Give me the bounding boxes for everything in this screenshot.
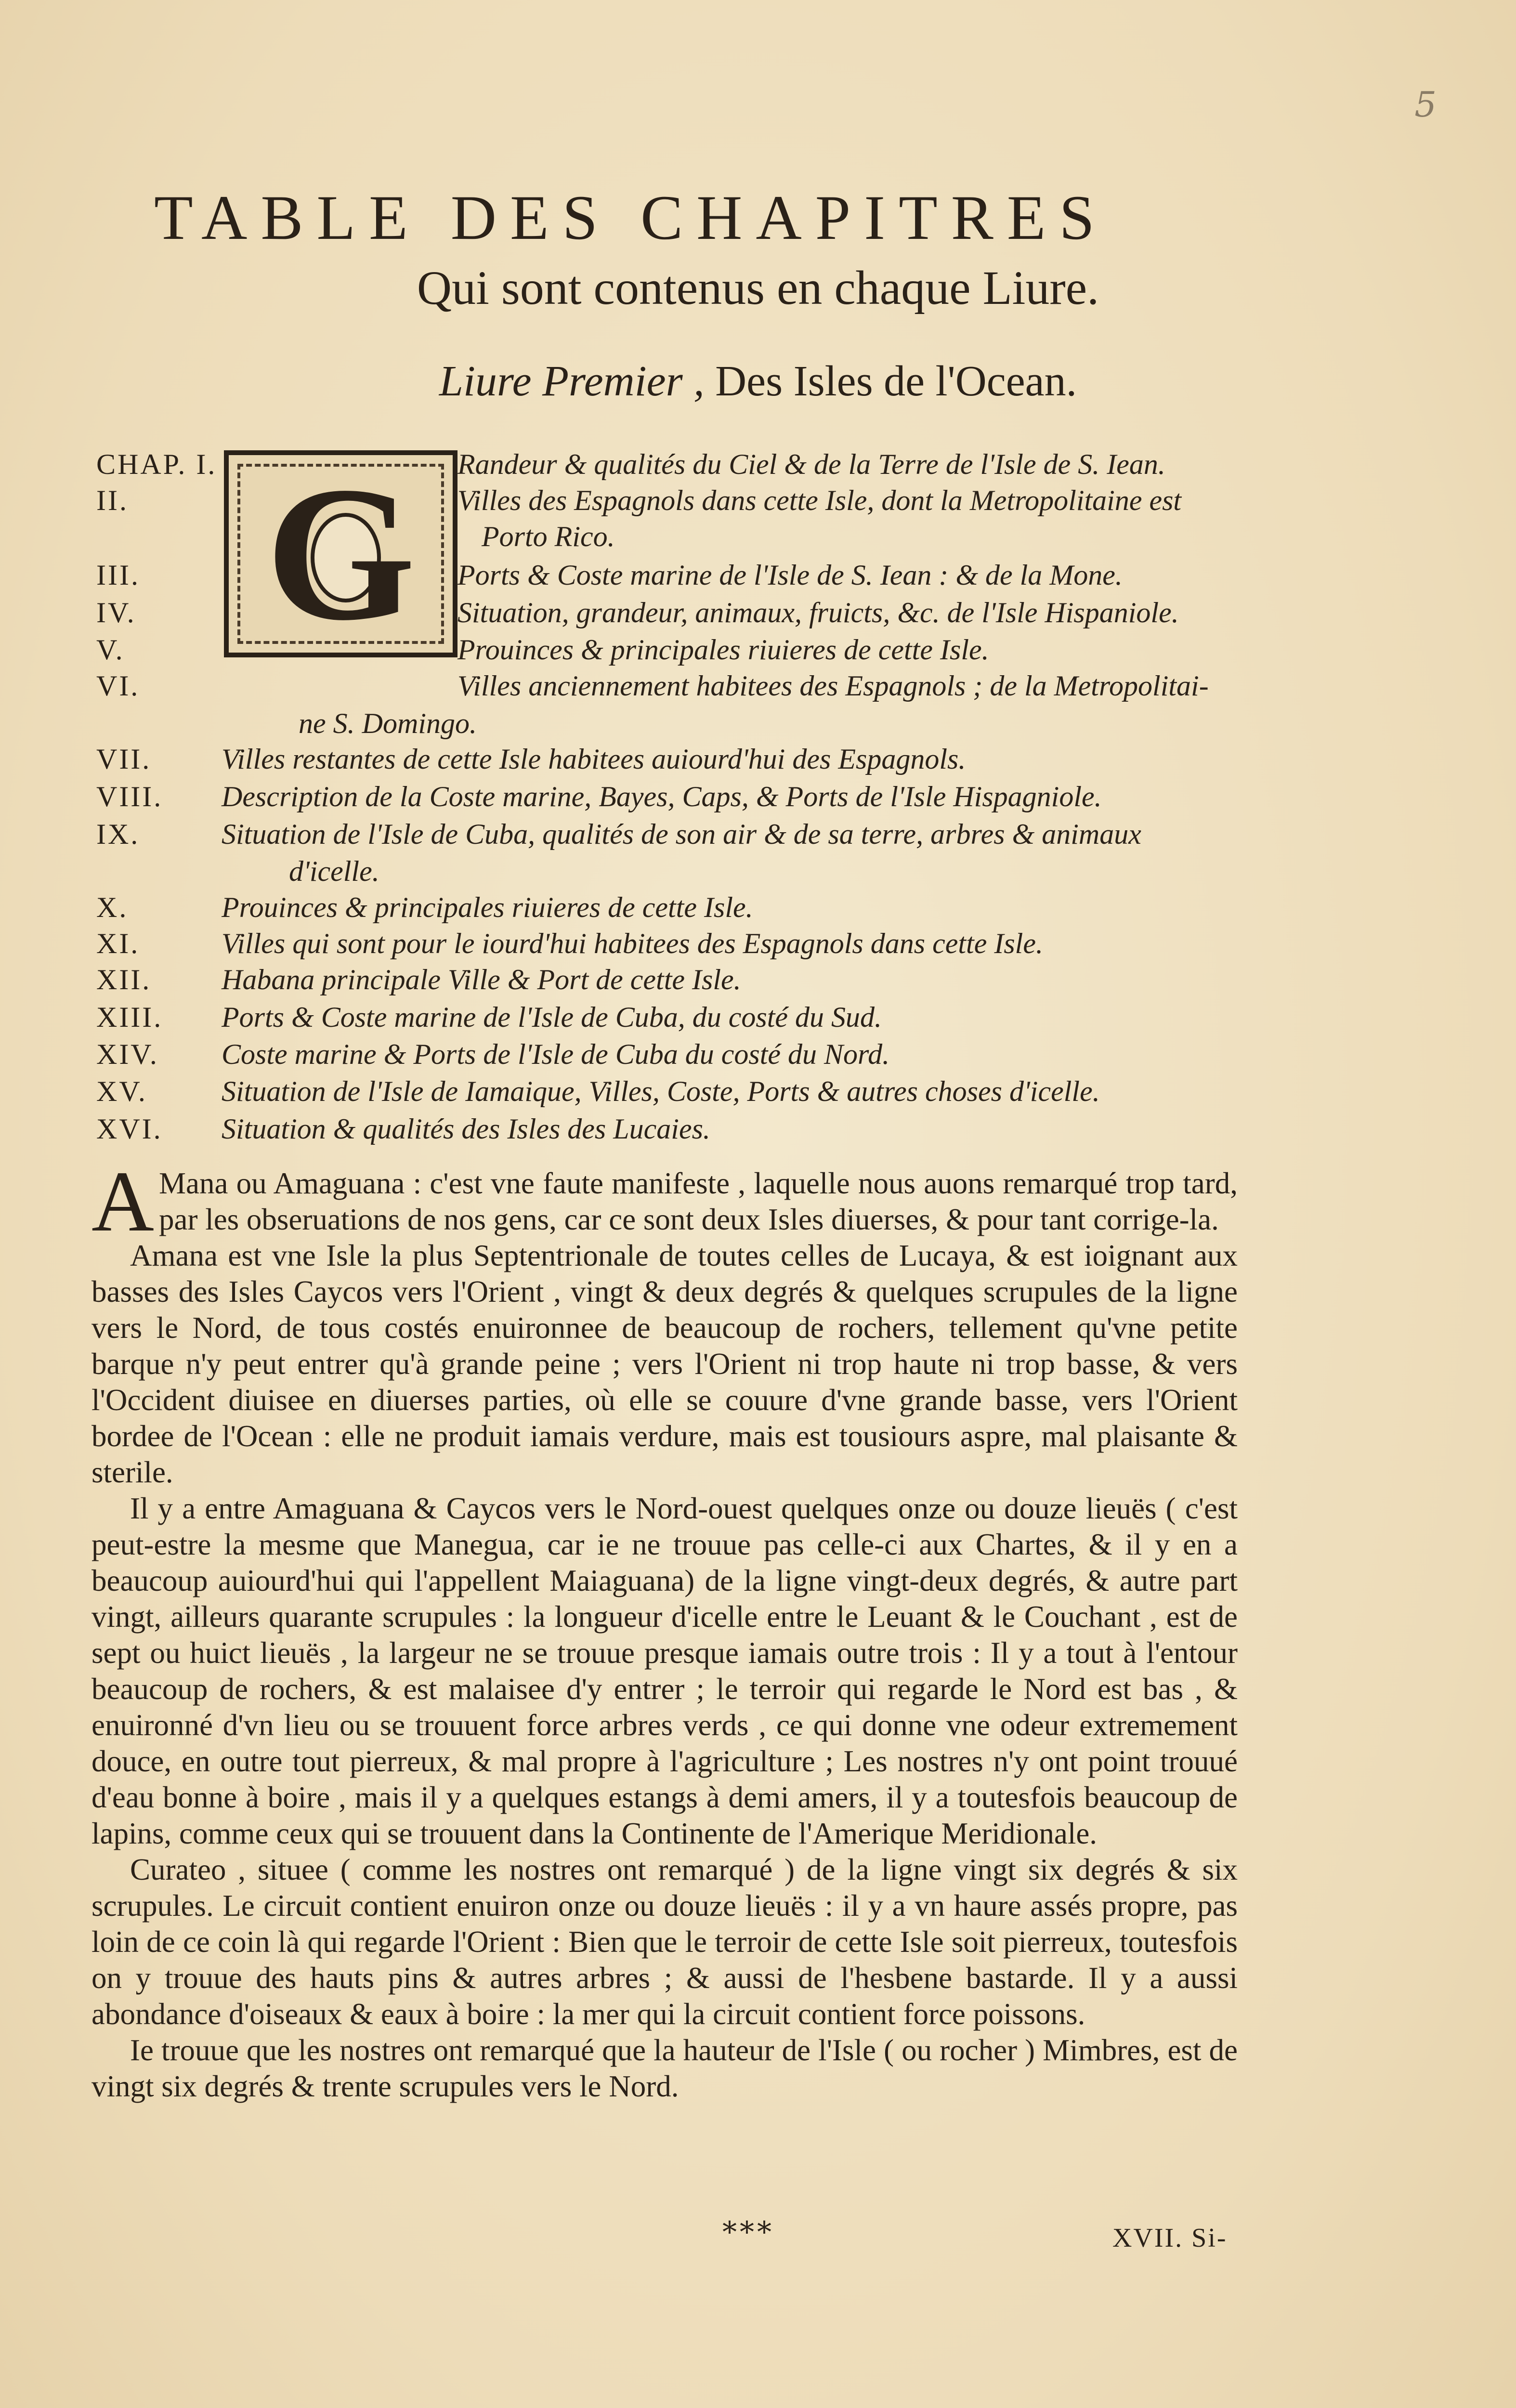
chapter-number: V. xyxy=(96,634,125,666)
chapter-title: Ports & Coste marine de l'Isle de S. Iean : & de la Mone. xyxy=(457,559,1123,591)
chapter-number: XVI. xyxy=(96,1113,163,1145)
chapter-row xyxy=(0,707,1516,746)
chapter-title: Ports & Coste marine de l'Isle de Cuba, du costé du Sud. xyxy=(222,1001,882,1033)
chapter-number: XI. xyxy=(96,928,140,959)
chapter-title: Porto Rico. xyxy=(482,521,615,552)
chapter-number: XIII. xyxy=(96,1001,163,1033)
book-heading-italic: Liure Premier , xyxy=(439,357,705,405)
book-heading xyxy=(0,356,1516,406)
chapter-row xyxy=(0,1075,1516,1113)
paragraph: Ie trouue que les nostres ont remarqué que la hauteur de l'Isle ( ou rocher ) Mimbres, est de vingt six degrés & trente scrupules vers le Nord. xyxy=(91,2033,1238,2103)
chapter-row xyxy=(0,743,1516,781)
chapter-title: Randeur & qualités du Ciel & de la Terre de l'Isle de S. Iean. xyxy=(457,448,1165,480)
page-title: TABLE DES CHAPITRES xyxy=(154,182,1108,253)
chapter-row xyxy=(0,780,1516,819)
chapter-number: IX. xyxy=(96,818,140,850)
chapter-title: Prouinces & principales riuieres de cette Isle. xyxy=(222,891,753,923)
paragraph: Amana est vne Isle la plus Septentrionale de toutes celles de Lucaya, & est ioignant aux basses des Isles Caycos vers l'Orient , vingt & deux degrés & quelques scrupules de la ligne vers le Nord, de tous costés enuironnee de beaucoup de rochers, tellement qu'vne petite barque n'y peut entrer qu'à grande peine ; vers l'Orient ni trop haute ni trop basse, & vers l'Occident diuisee en diuerses parties, où elle se couure d'vne grande basse, vers l'Orient bordee de l'Ocean : elle ne produit iamais verdure, mais est tousiours aspre, mal plaisante & sterile. xyxy=(91,1239,1238,1489)
chapter-row xyxy=(0,1038,1516,1076)
chapter-number: CHAP. I. xyxy=(96,448,217,480)
chapter-row xyxy=(0,1001,1516,1039)
chapter-title: Description de la Coste marine, Bayes, Caps, & Ports de l'Isle Hispagniole. xyxy=(222,781,1102,812)
chapter-title: d'icelle. xyxy=(289,855,379,887)
section-stars: *** xyxy=(722,2215,774,2249)
chapter-title: Situation & qualités des Isles des Lucaies. xyxy=(222,1113,710,1145)
body-text xyxy=(91,1153,1238,2105)
book-heading-roman: Des Isles de l'Ocean. xyxy=(704,357,1077,405)
chapter-number: VI. xyxy=(96,670,140,702)
chapter-title: Situation de l'Isle de Iamaique, Villes, Coste, Ports & autres choses d'icelle. xyxy=(222,1075,1100,1107)
folio-number: 5 xyxy=(1414,84,1437,125)
chapter-number: II. xyxy=(96,484,129,516)
chapter-row xyxy=(0,633,1516,672)
chapter-number: XII. xyxy=(96,964,152,995)
chapter-title: Situation, grandeur, animaux, fruicts, &c. de l'Isle Hispaniole. xyxy=(457,597,1179,628)
chapter-title: Villes qui sont pour le iourd'hui habitees des Espagnols dans cette Isle. xyxy=(222,928,1043,959)
chapter-table xyxy=(0,448,1516,1151)
drop-capital: A xyxy=(91,1153,154,1249)
chapter-number: XIV. xyxy=(96,1038,159,1070)
chapter-row xyxy=(0,669,1516,708)
chapter-row xyxy=(0,559,1516,597)
chapter-title: Habana principale Ville & Port de cette Isle. xyxy=(222,964,741,995)
chapter-row xyxy=(0,520,1516,559)
chapter-title: Villes restantes de cette Isle habitees auiourd'hui des Espagnols. xyxy=(222,743,966,775)
chapter-row xyxy=(0,855,1516,893)
catchword: XVII. Si- xyxy=(1112,2223,1228,2253)
chapter-number: VIII. xyxy=(96,781,163,812)
chapter-title: Villes anciennement habitees des Espagnols ; de la Metropolitai- xyxy=(457,670,1209,702)
chapter-row xyxy=(0,891,1516,929)
chapter-number: IV. xyxy=(96,597,136,628)
initial-letter: G xyxy=(265,447,416,660)
chapter-title: Situation de l'Isle de Cuba, qualités de son air & de sa terre, arbres & animaux xyxy=(222,818,1141,850)
chapter-row xyxy=(0,963,1516,1002)
chapter-title: Prouinces & principales riuieres de cette Isle. xyxy=(457,634,989,666)
chapter-row xyxy=(0,1112,1516,1151)
chapter-number: X. xyxy=(96,891,129,923)
chapter-title: Coste marine & Ports de l'Isle de Cuba du costé du Nord. xyxy=(222,1038,890,1070)
chapter-row xyxy=(0,927,1516,966)
chapter-row xyxy=(0,484,1516,523)
chapter-row xyxy=(0,818,1516,856)
chapter-row xyxy=(0,596,1516,635)
paragraph: Il y a entre Amaguana & Caycos vers le Nord-ouest quelques onze ou douze lieuës ( c'est peut-estre la mesme que Manegua, car ie ne trouue pas celle-ci aux Chartes, & il y en a beaucoup auiourd'hui qui l'appellent Maiaguana) de la ligne vingt-deux degrés, & autre part vingt, ailleurs quarante scrupules : la longueur d'icelle entre le Leuant & le Couchant , est de sept ou huict lieuës , la largeur ne se trouue presque iamais outre trois : Il y a tout à l'entour beaucoup de rochers, & est malaisee d'y entrer ; le terroir qui regarde le Nord est bas , & enuironné d'vn lieu ou se trouuent force arbres verds , ce qui donne vne odeur extremement douce, en outre tout pierreux, & mal propre à l'agriculture ; Les nostres n'y ont point trouué d'eau bonne à boire , mais il y a quelques estangs à demi amers, il y a toutesfois beaucoup de lapins, comme ceux qui se trouuent dans la Continente de l'Amerique Meridionale. xyxy=(91,1492,1238,1850)
paragraph-text: Mana ou Amaguana : c'est vne faute manifeste , laquelle nous auons remarqué trop tard, par les obseruations de nos gens, car ce sont deux Isles diuerses, & pour tant corrige-la. xyxy=(159,1166,1238,1236)
chapter-number: III. xyxy=(96,559,140,591)
chapter-row xyxy=(0,448,1516,486)
chapter-title: ne S. Domingo. xyxy=(299,707,477,739)
page-subtitle: Qui sont contenus en chaque Liure. xyxy=(417,261,1099,314)
chapter-title: Villes des Espagnols dans cette Isle, dont la Metropolitaine est xyxy=(457,484,1182,516)
chapter-number: VII. xyxy=(96,743,152,775)
paragraph: Curateo , situee ( comme les nostres ont remarqué ) de la ligne vingt six degrés & six scrupules. Le circuit contient enuiron onze ou douze lieuës : il y a vn haure assés propre, pas loin de ce coin là qui regarde l'Orient : Bien que le terroir de cette Isle soit pierreux, toutesfois on y trouue des hauts pins & autres arbres ; & aussi de l'hesbene bastarde. Il y a aussi abondance d'oiseaux & eaux à boire : la mer qui la circuit contient force poissons. xyxy=(91,1853,1238,2031)
chapter-number: XV. xyxy=(96,1075,147,1107)
paragraph xyxy=(91,1153,1238,1249)
